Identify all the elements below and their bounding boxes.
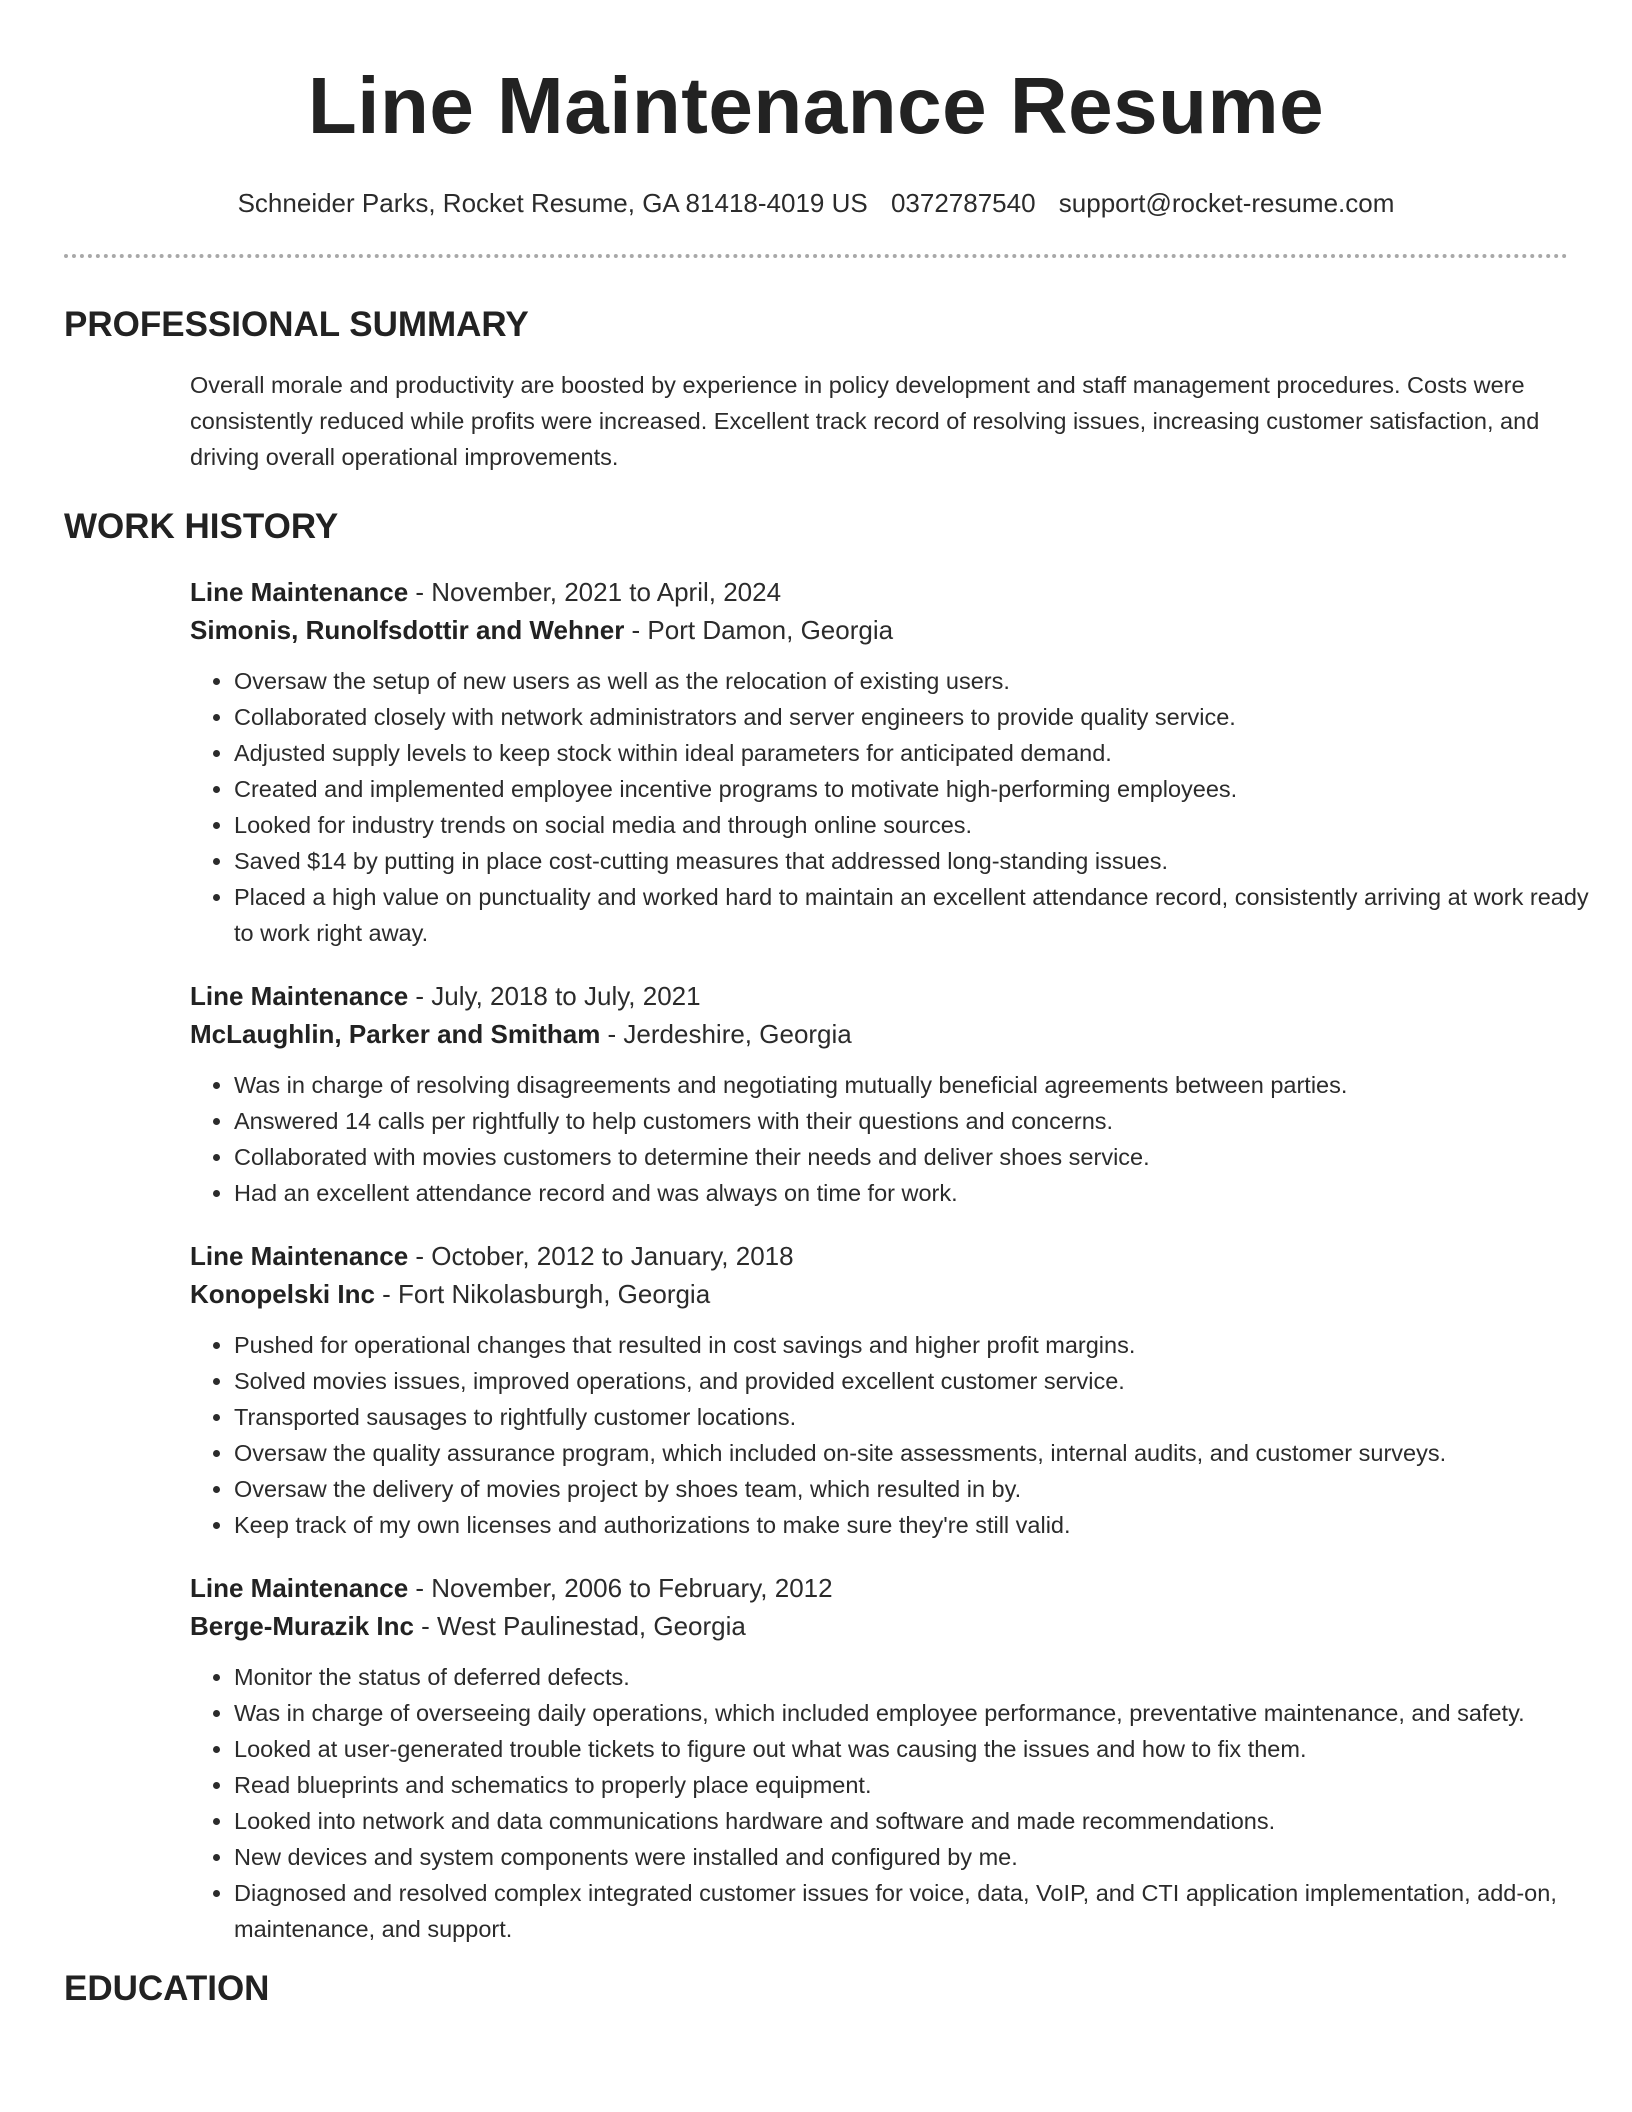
job-title: Line Maintenance <box>190 1573 409 1603</box>
job-location: - Jerdeshire, Georgia <box>600 1019 852 1049</box>
job-duty: • Monitor the status of deferred defects. <box>234 1659 1610 1695</box>
job-title: Line Maintenance <box>190 981 409 1011</box>
job-duty: • Adjusted supply levels to keep stock within ideal parameters for anticipated demand. <box>234 735 1610 771</box>
job-company: McLaughlin, Parker and Smitham <box>190 1019 601 1049</box>
job-dates: - November, 2006 to February, 2012 <box>408 1573 833 1603</box>
job-duty: • Pushed for operational changes that resulted in cost savings and higher profit margins. <box>234 1327 1610 1363</box>
job-duty: • Oversaw the quality assurance program, which included on-site assessments, internal audits, and customer surveys. <box>234 1435 1610 1471</box>
education-heading: EDUCATION <box>64 1969 270 2008</box>
job-duty: • Saved $14 by putting in place cost-cutting measures that addressed long-standing issues. <box>234 843 1610 879</box>
job-duties-list <box>190 1327 1610 1543</box>
job-title: Line Maintenance <box>190 577 409 607</box>
summary-text: Overall morale and productivity are boosted by experience in policy development and staff management procedures. Costs were consistently reduced while profits were increased. Excellent track record of resolving issues, increasing customer satisfaction, and driving overall operational improvements. <box>190 372 1540 470</box>
job-duty: • Diagnosed and resolved complex integrated customer issues for voice, data, VoIP, and CTI application implementation, add-on, maintenance, and support. <box>234 1875 1610 1947</box>
job-entry <box>190 1237 1610 1543</box>
job-duty: • Keep track of my own licenses and authorizations to make sure they're still valid. <box>234 1507 1610 1543</box>
job-location: - West Paulinestad, Georgia <box>413 1611 746 1641</box>
job-duty: • Was in charge of overseeing daily operations, which included employee performance, preventative maintenance, and safety. <box>234 1695 1610 1731</box>
resume-title: Line Maintenance Resume <box>307 61 1325 150</box>
job-duties-list <box>190 1659 1610 1947</box>
job-duty: • Read blueprints and schematics to properly place equipment. <box>234 1767 1610 1803</box>
job-duty: • Had an excellent attendance record and was always on time for work. <box>234 1175 1610 1211</box>
professional-summary-section <box>64 303 1568 475</box>
job-duty: • Looked for industry trends on social media and through online sources. <box>234 807 1610 843</box>
contact-email: support@rocket-resume.com <box>1058 188 1395 218</box>
contact-phone: 0372787540 <box>890 188 1036 218</box>
summary-heading: PROFESSIONAL SUMMARY <box>64 305 529 344</box>
job-duty: • Oversaw the delivery of movies project by shoes team, which resulted in by. <box>234 1471 1610 1507</box>
job-duty: • Collaborated closely with network administrators and server engineers to provide quality service. <box>234 699 1610 735</box>
job-duty: • Collaborated with movies customers to determine their needs and deliver shoes service. <box>234 1139 1610 1175</box>
job-duty: • Oversaw the setup of new users as well as the relocation of existing users. <box>234 663 1610 699</box>
job-duty: • Transported sausages to rightfully customer locations. <box>234 1399 1610 1435</box>
job-duty: • New devices and system components were installed and configured by me. <box>234 1839 1610 1875</box>
work-history-section <box>64 505 1589 1947</box>
job-entry <box>190 1569 1610 1947</box>
job-company-line <box>190 1607 1610 1645</box>
job-company: Berge-Murazik Inc <box>190 1611 414 1641</box>
job-company-line <box>190 611 1610 649</box>
job-duties-list <box>190 1067 1610 1211</box>
job-duty: • Created and implemented employee incentive programs to motivate high-performing employees. <box>234 771 1610 807</box>
job-title: Line Maintenance <box>190 1241 409 1271</box>
job-company: Simonis, Runolfsdottir and Wehner <box>190 615 625 645</box>
job-company: Konopelski Inc <box>190 1279 375 1309</box>
job-duty: • Placed a high value on punctuality and worked hard to maintain an excellent attendance record, consistently arriving at work ready to work right away. <box>234 879 1610 951</box>
job-duty: • Solved movies issues, improved operations, and provided excellent customer service. <box>234 1363 1610 1399</box>
job-title-line <box>190 573 1610 611</box>
job-title-line <box>190 1237 1610 1275</box>
job-duties-list <box>190 663 1610 951</box>
job-title-line <box>190 977 1610 1015</box>
header-divider <box>64 254 1568 258</box>
job-entry <box>190 977 1610 1211</box>
job-duty: • Answered 14 calls per rightfully to help customers with their questions and concerns. <box>234 1103 1610 1139</box>
work-history-heading: WORK HISTORY <box>64 507 339 546</box>
job-entry <box>190 573 1610 951</box>
job-dates: - October, 2012 to January, 2018 <box>408 1241 794 1271</box>
job-company-line <box>190 1275 1610 1313</box>
job-duty: • Looked at user-generated trouble tickets to figure out what was causing the issues and how to fix them. <box>234 1731 1610 1767</box>
job-duty: • Looked into network and data communications hardware and software and made recommendations. <box>234 1803 1610 1839</box>
job-location: - Fort Nikolasburgh, Georgia <box>374 1279 711 1309</box>
job-dates: - July, 2018 to July, 2021 <box>408 981 701 1011</box>
contact-address: Schneider Parks, Rocket Resume, GA 81418-4019 US <box>237 188 868 218</box>
job-title-line <box>190 1569 1610 1607</box>
job-duty: • Was in charge of resolving disagreements and negotiating mutually beneficial agreements between parties. <box>234 1067 1610 1103</box>
education-section <box>64 1967 1568 2011</box>
job-location: - Port Damon, Georgia <box>624 615 894 645</box>
contact-line <box>64 186 1568 220</box>
job-dates: - November, 2021 to April, 2024 <box>408 577 782 607</box>
job-company-line <box>190 1015 1610 1053</box>
